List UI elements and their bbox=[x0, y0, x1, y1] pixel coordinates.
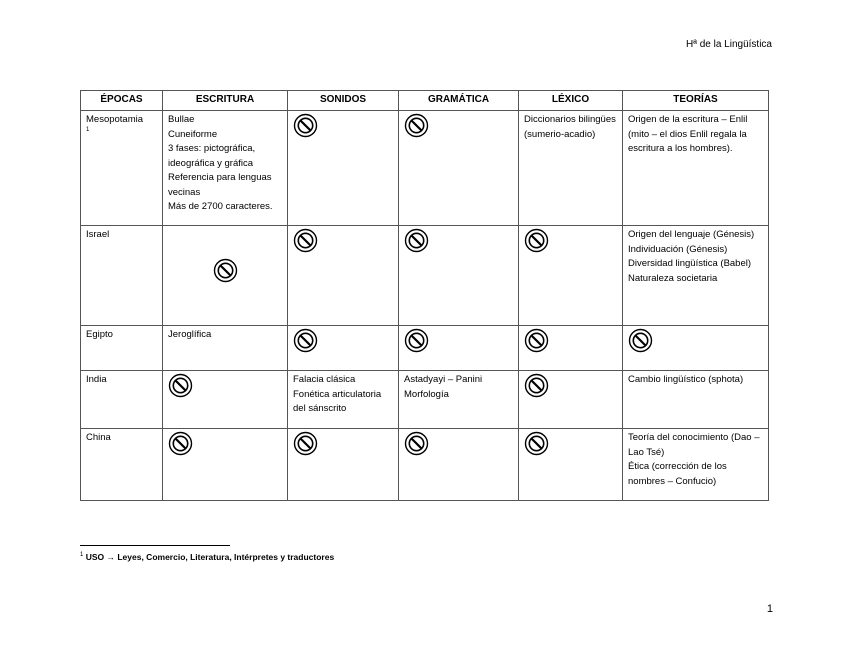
table-row bbox=[81, 326, 769, 371]
teorias-text: Diversidad lingüística (Babel) bbox=[628, 258, 752, 269]
sonidos-cell bbox=[288, 226, 399, 326]
prohibited-icon bbox=[293, 328, 318, 353]
epoca-cell bbox=[81, 111, 163, 226]
epoca-cell bbox=[81, 226, 163, 326]
prohibited-icon bbox=[404, 431, 429, 456]
escritura-cell bbox=[163, 111, 288, 226]
epoca-cell bbox=[81, 326, 163, 371]
gramatica-cell bbox=[399, 429, 519, 501]
gramatica-cell bbox=[399, 326, 519, 371]
gramatica-cell bbox=[399, 111, 519, 226]
gramatica-cell bbox=[399, 371, 519, 429]
header-sonidos: SONIDOS bbox=[288, 91, 399, 111]
escritura-cell bbox=[163, 226, 288, 326]
prohibited-icon bbox=[293, 113, 318, 138]
prohibited-icon bbox=[168, 373, 193, 398]
teorias-text: Teoría del conocimiento (Dao – Lao Tsé) bbox=[628, 432, 760, 458]
teorias-cell bbox=[623, 429, 769, 501]
escritura-text: Bullae bbox=[168, 114, 195, 125]
escritura-cell bbox=[163, 429, 288, 501]
teorias-text: Origen de la escritura – Enlil (mito – el dios Enlil regala la escritura a los hombres). bbox=[628, 114, 748, 154]
footnote bbox=[80, 552, 334, 562]
teorias-text: Origen del lenguaje (Génesis) bbox=[628, 229, 755, 240]
escritura-text: 3 fases: pictográfica, ideográfica y gráfica bbox=[168, 143, 256, 169]
epoca-label: Mesopotamia bbox=[86, 114, 144, 125]
sonidos-cell bbox=[288, 371, 399, 429]
escritura-cell bbox=[163, 326, 288, 371]
table-row bbox=[81, 429, 769, 501]
epoca-label: Israel bbox=[86, 229, 110, 240]
prohibited-icon bbox=[404, 113, 429, 138]
header-lexico: LÉXICO bbox=[519, 91, 623, 111]
header-epocas: ÉPOCAS bbox=[81, 91, 163, 111]
teorias-text: Ética (corrección de los nombres – Confucio) bbox=[628, 461, 727, 487]
prohibited-icon bbox=[293, 228, 318, 253]
teorias-cell bbox=[623, 226, 769, 326]
teorias-cell bbox=[623, 111, 769, 226]
page-number: 1 bbox=[766, 603, 773, 615]
table-row bbox=[81, 226, 769, 326]
escritura-cell bbox=[163, 371, 288, 429]
epoca-label: Egipto bbox=[86, 329, 113, 340]
sonidos-text: Fonética articulatoria del sánscrito bbox=[293, 388, 382, 414]
prohibited-icon bbox=[524, 328, 549, 353]
running-header: Hª de la Lingüística bbox=[686, 39, 772, 50]
sonidos-cell bbox=[288, 429, 399, 501]
footnote-separator bbox=[80, 545, 230, 546]
footnote-reference: 1 bbox=[86, 126, 90, 133]
teorias-text: Individuación (Génesis) bbox=[628, 243, 728, 255]
epoca-label: India bbox=[86, 374, 107, 385]
lexico-cell bbox=[519, 371, 623, 429]
teorias-text: Naturaleza societaria bbox=[628, 272, 718, 284]
header-teorias: TEORÍAS bbox=[623, 91, 769, 111]
sonidos-cell bbox=[288, 111, 399, 226]
prohibited-icon bbox=[293, 431, 318, 456]
teorias-cell bbox=[623, 326, 769, 371]
prohibited-icon bbox=[524, 431, 549, 456]
prohibited-icon bbox=[213, 258, 238, 283]
epoca-label: China bbox=[86, 432, 111, 443]
history-linguistics-table bbox=[80, 90, 769, 501]
prohibited-icon bbox=[524, 228, 549, 253]
epoca-cell bbox=[81, 429, 163, 501]
footnote-marker: 1 bbox=[80, 552, 84, 559]
sonidos-cell bbox=[288, 326, 399, 371]
gramatica-cell bbox=[399, 226, 519, 326]
lexico-cell bbox=[519, 326, 623, 371]
escritura-text: Más de 2700 caracteres. bbox=[168, 201, 273, 212]
prohibited-icon bbox=[524, 373, 549, 398]
epoca-cell bbox=[81, 371, 163, 429]
table-row bbox=[81, 371, 769, 429]
prohibited-icon bbox=[168, 431, 193, 456]
teorias-text: Cambio lingüístico (sphota) bbox=[628, 374, 744, 385]
lexico-cell bbox=[519, 111, 623, 226]
header-escritura: ESCRITURA bbox=[163, 91, 288, 111]
lexico-cell bbox=[519, 429, 623, 501]
teorias-cell bbox=[623, 371, 769, 429]
prohibited-icon bbox=[404, 228, 429, 253]
escritura-text: Referencia para lenguas vecinas bbox=[168, 172, 272, 198]
centered-icon-wrapper bbox=[168, 258, 282, 283]
escritura-text: Jeroglífica bbox=[168, 329, 212, 340]
footnote-text: USO → Leyes, Comercio, Literatura, Intérpretes y traductores bbox=[85, 552, 335, 562]
prohibited-icon bbox=[404, 328, 429, 353]
gramatica-text: Morfología bbox=[404, 388, 449, 400]
table-header-row bbox=[81, 91, 769, 111]
table-row bbox=[81, 111, 769, 226]
escritura-text: Cuneiforme bbox=[168, 128, 218, 140]
lexico-cell bbox=[519, 226, 623, 326]
lexico-text: Diccionarios bilingües (sumerio-acadio) bbox=[524, 114, 616, 140]
sonidos-text: Falacia clásica bbox=[293, 374, 356, 385]
prohibited-icon bbox=[628, 328, 653, 353]
gramatica-text: Astadyayi – Panini bbox=[404, 374, 483, 385]
header-gramatica: GRAMÁTICA bbox=[399, 91, 519, 111]
